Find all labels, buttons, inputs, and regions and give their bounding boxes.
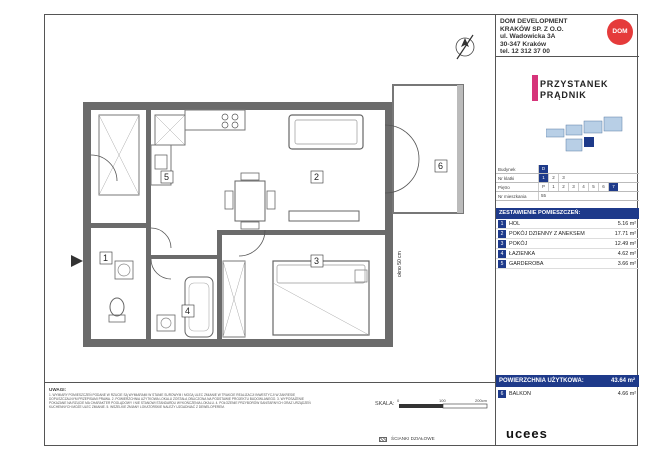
room-number: 4 (498, 250, 506, 258)
room-name: ŁAZIENKA (509, 250, 536, 257)
usable-area-label: POWIERZCHNIA UŻYTKOWA: (499, 378, 584, 384)
scale-tick-100: 100 (439, 398, 446, 403)
room-number: 6 (498, 390, 506, 398)
room-area: 4.66 m² (617, 391, 636, 397)
stairwell-label: Nr klatki (498, 175, 515, 181)
room-row-3 (496, 239, 639, 249)
unit-cell: 55 (538, 192, 548, 200)
room-label-2: 2 (314, 172, 320, 182)
scale-bar (397, 397, 489, 411)
footer-brand-logo: ucees (506, 426, 548, 441)
room-row-1 (496, 219, 639, 229)
toilet (110, 298, 124, 316)
north-compass-icon (456, 35, 474, 59)
legend-label: ŚCIANKI DZIAŁOWE (391, 436, 435, 441)
floor-cell-5: 5 (588, 183, 598, 191)
washbasin (157, 315, 175, 331)
floor-plan (45, 15, 495, 382)
brand-mark-icon (532, 75, 538, 101)
floor-plan-drawing (45, 15, 495, 382)
door-swing-wardrobe (91, 155, 117, 181)
building-row (496, 165, 639, 174)
room-area: 17.71 m² (614, 230, 636, 237)
floor-cell-p: P (538, 183, 548, 191)
site-minimap (546, 115, 634, 155)
unit-row (496, 192, 639, 201)
developer-company: KRAKÓW SP. Z O.O. (500, 25, 564, 33)
floor-label: Piętro (498, 184, 510, 190)
room-number: 5 (498, 260, 506, 268)
room-area: 3.66 m² (617, 260, 636, 267)
scale-tick-0: 0 (397, 398, 400, 403)
floor-cell-2: 2 (558, 183, 568, 191)
walls (83, 102, 393, 347)
room-name: POKÓJ DZIENNY Z ANEKSEM (509, 230, 585, 237)
window-note: okno 50 cm (397, 251, 403, 277)
partition-wall-swatch (379, 437, 387, 442)
developer-address (500, 18, 567, 56)
tv-cabinet (289, 211, 359, 221)
room-name: BALKON (509, 391, 531, 397)
entrance-arrow (71, 255, 83, 267)
building-label: Budynek (498, 166, 516, 172)
room-row-4 (496, 249, 639, 259)
usable-area (496, 375, 639, 387)
balcony-outline (393, 85, 463, 213)
developer-phone: tel. 12 312 37 00 (500, 48, 550, 56)
balcony-row (496, 389, 639, 399)
door-swing-living (151, 228, 171, 248)
room-area: 4.62 m² (617, 250, 636, 257)
stairwell-row (496, 174, 639, 183)
footer-notes (45, 382, 495, 446)
usable-area-value: 43.64 m² (610, 378, 635, 384)
scale-tick-200: 200cm (475, 398, 488, 403)
room-label-1: 1 (103, 253, 109, 263)
bed (273, 261, 369, 335)
stairwell-cell-2: 2 (548, 174, 558, 182)
floor-row (496, 183, 639, 192)
floor-cell-4: 4 (578, 183, 588, 191)
floor-cell-3: 3 (568, 183, 578, 191)
room-area: 12.49 m² (614, 240, 636, 247)
rooms-table (496, 219, 639, 269)
level-selector (496, 165, 639, 201)
developer-street: ul. Wadowicka 3A (500, 33, 556, 41)
room-row-5 (496, 259, 639, 269)
building-cell: D (538, 165, 548, 173)
room-row-2 (496, 229, 639, 239)
unit-label: Nr mieszkania (498, 193, 527, 199)
project-name-line2: PRĄDNIK (540, 90, 587, 100)
floor-plan-sheet (44, 14, 638, 446)
room-number: 2 (498, 230, 506, 238)
room-name: HOL (509, 220, 521, 227)
info-panel (495, 15, 638, 445)
project-brand (496, 57, 639, 157)
room-label-3: 3 (314, 256, 320, 266)
room-name: GARDEROBA (509, 260, 544, 267)
room-number: 3 (498, 240, 506, 248)
floor-cell-6: 6 (598, 183, 608, 191)
notes-text: 1. WYMIARY POMIESZCZEŃ PODANE W RZUCIE SĄ WYMIARAMI W STANIE SUROWYM I MOGĄ ULEC ZMIANIE W TRAKCIE REALIZACJI INWESTYCJI W ZAKRESIE DOPUSZCZALNYM PRZEPISAMI PRAWA. 2. POWIERZCHNIA UŻYTKOWA LOKALU ZOSTAŁA OBLICZONA NA PODSTAWIE PROJEKTU BUDOWLANEGO. 3. WYPOSAŻENIE POKAZANE NA RZUCIE MA CHARAKTER POGLĄDOWY I NIE STANOWI STANDARDU WYKOŃCZENIA LOKALU. 4. POŁOŻENIE PRZYBORÓW SANITARNYCH ORAZ URZĄDZEŃ KUCHENNYCH MOŻE ULEC ZMIANIE. 5. WSZELKIE ZMIANY LOKATORSKIE NALEŻY UZGADNIAĆ Z DEWELOPEREM. (49, 393, 311, 409)
door-swing-bath (151, 259, 171, 279)
developer-city: 30-347 Kraków (500, 40, 547, 48)
stairwell-cell-3: 3 (558, 174, 568, 182)
balcony-railing (457, 85, 463, 213)
floor-cell-1: 1 (548, 183, 558, 191)
room-number: 1 (498, 220, 506, 228)
rooms-title: ZESTAWIENIE POMIESZCZEŃ: (496, 208, 639, 219)
dining-table (235, 181, 265, 221)
floor-cell-7: 7 (608, 183, 618, 191)
dom-logo: DOM (607, 19, 633, 45)
room-label-5: 5 (164, 172, 170, 182)
notes-title: UWAGI: (49, 387, 67, 392)
room-name: POKÓJ (509, 240, 528, 247)
sink (155, 155, 167, 169)
developer-box (496, 15, 639, 57)
room-label-6: 6 (438, 161, 444, 171)
room-area: 5.16 m² (617, 220, 636, 227)
project-name-line1: PRZYSTANEK (540, 79, 609, 89)
stairwell-cell-1: 1 (538, 174, 548, 182)
scale-label: SKALA: (375, 401, 395, 407)
developer-name: DOM DEVELOPMENT (500, 18, 568, 25)
room-label-4: 4 (185, 306, 191, 316)
